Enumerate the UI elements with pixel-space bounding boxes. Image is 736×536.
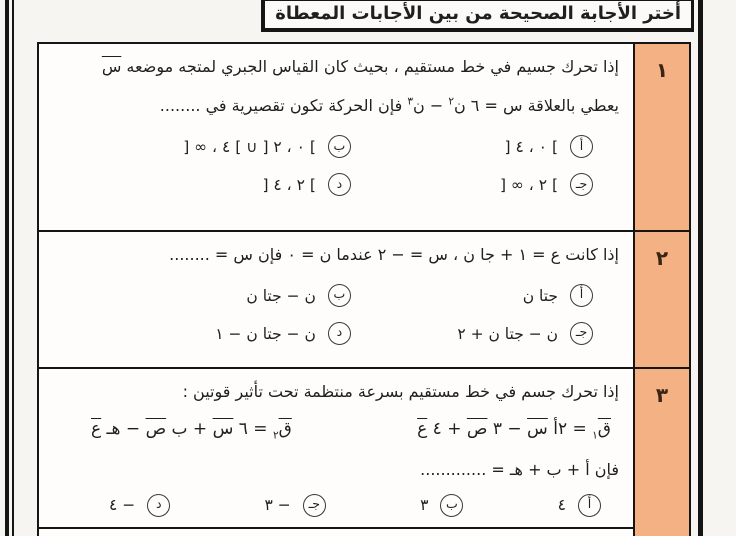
option-value: ] ٤ ، ٠ [ [504,137,558,156]
option-letter-circle: أ [570,135,593,158]
question-2-option-c [351,322,593,345]
question-1-text-line-2: يعطي بالعلاقة س = ٦ ن$^٢$ − ن$^٣$ فإن الحركة تكون تقصيرية في ........ [159,95,619,116]
question-2-option-a [351,284,593,307]
question-1-option-d [55,173,351,196]
page-left-border-thin [12,0,14,536]
question-3-number-cell: ٣ [633,369,689,536]
question-2-option-d [55,322,351,345]
question-3-text-line-2: فإن أ + ب + هـ = ............. [420,459,619,479]
question-1-number-cell: ١ [633,44,689,230]
question-2-text-line-1: إذا كانت ع = ١ + جا ن ، س = − ٢ عندما ن = ٠ فإن س = ........ [169,245,619,264]
question-3-options [49,494,619,517]
option-letter-circle: أ [570,284,593,307]
option-letter-circle: د [328,322,351,345]
question-1-options [49,135,619,196]
instruction-header [261,0,694,32]
option-value: ن − جتا ن [246,286,316,305]
option-letter-circle: د [328,173,351,196]
question-3-equations [49,419,619,441]
question-2-options [49,284,619,345]
question-1-option-b [55,135,351,158]
option-value: ] ∞ ، ٤ [ ∪ ] ٢ ، ٠ [ [183,137,316,156]
option-letter-circle: ب [328,284,351,307]
option-value: ] ٤ ، ٢ [ [262,175,316,194]
question-1-content [39,44,633,230]
page-right-border [698,0,703,536]
option-letter-circle: أ [578,494,601,517]
option-letter-circle: ب [328,135,351,158]
question-row-1 [39,44,689,232]
question-2-content [39,232,633,367]
option-value: ٣ [420,496,429,515]
option-value: ن − جتا ن + ٢ [457,324,558,343]
option-letter-circle: ب [440,494,463,517]
question-1-option-c [351,173,593,196]
option-value: ] ∞ ، ٢ [ [499,175,558,194]
question-3-content [39,369,633,536]
question-3-option-b [420,494,463,517]
option-letter-circle: جـ [570,322,593,345]
force-equation-1: ق$_١$ = ٢أ س − ٣ ص + ٤ ع [417,419,611,442]
question-row-3 [39,369,689,536]
question-row-2 [39,232,689,369]
question-1-text-line-1: إذا تحرك جسيم في خط مستقيم ، بحيث كان القياس الجبري لمتجه موضعه س [101,57,619,76]
question-3-text-line-1: إذا تحرك جسم في خط مستقيم بسرعة منتظمة تحت تأثير قوتين : [182,382,619,401]
option-letter-circle: د [147,494,170,517]
option-letter-circle: جـ [570,173,593,196]
question-3-option-d [109,494,170,517]
question-1-option-a [351,135,593,158]
option-value: جتا ن [522,286,558,305]
option-letter-circle: جـ [303,494,326,517]
question-3-option-a [558,494,601,517]
question-3-option-c [265,494,326,517]
question-2-number-cell: ٢ [633,232,689,367]
question-2-option-b [55,284,351,307]
option-value: − ٤ [109,496,136,515]
instruction-header-text: أختر الأجابة الصحيحة من بين الأجابات المعطاة [275,3,681,24]
option-value: ن − جتا ن − ١ [215,324,316,343]
page-left-border-thick [5,0,9,536]
force-equation-2: ق$_٢$ = ٦ س + ب ص − هـ ع [91,419,292,442]
option-value: − ٣ [264,496,291,515]
table-bottom-rule [37,527,634,529]
option-value: ٤ [557,496,566,515]
questions-table [37,42,691,536]
